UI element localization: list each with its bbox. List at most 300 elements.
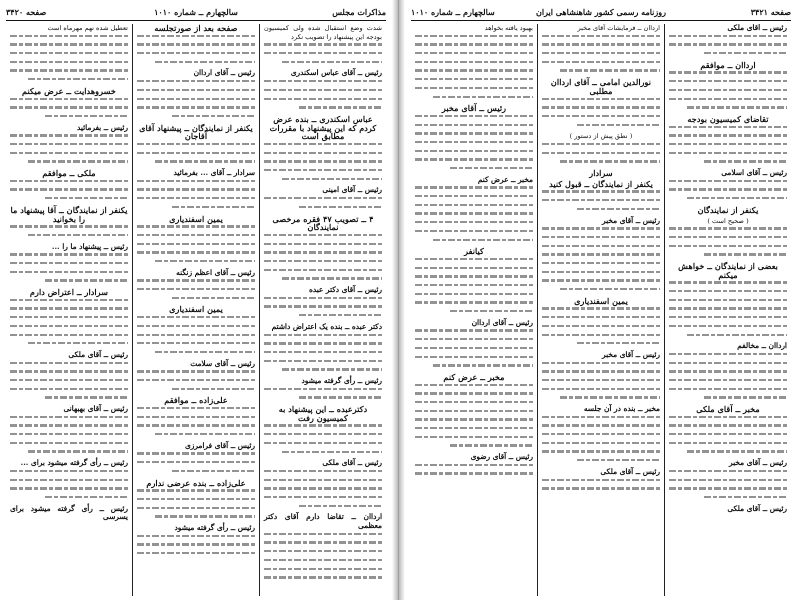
text-line xyxy=(137,543,255,545)
text-line xyxy=(542,379,660,381)
speaker-line: رئیس ــ آقای مخبر xyxy=(602,349,660,359)
text-line xyxy=(45,279,128,281)
text-line xyxy=(415,43,533,45)
section-heading: بعضی از نمایندگان ــ خواهش میکنم xyxy=(678,260,778,280)
text-line xyxy=(299,314,382,316)
section-heading: دکترعبده ــ این پیشنهاد به کمیسیون رفت xyxy=(278,404,368,423)
text-line xyxy=(264,197,382,199)
text-line xyxy=(669,433,787,435)
left-issue-title: سالچهارم ــ شماره ۱۰۱۰ xyxy=(154,7,238,17)
text-line xyxy=(542,442,660,444)
text-line xyxy=(137,342,255,344)
text-line xyxy=(264,234,382,236)
text-line xyxy=(450,310,533,312)
text-line xyxy=(264,89,382,91)
section-heading: سرادار ــ اعتراض دارم xyxy=(29,287,109,298)
text-line xyxy=(10,143,128,145)
text-line xyxy=(264,470,382,472)
text-line xyxy=(299,505,382,507)
text-line xyxy=(28,234,128,236)
text-line xyxy=(433,364,533,366)
text-line xyxy=(542,388,660,390)
text-line xyxy=(264,143,382,145)
text-line xyxy=(10,379,128,381)
text-line xyxy=(264,269,382,271)
text-line xyxy=(669,80,787,82)
text-line xyxy=(415,141,533,143)
section-heading: صفحه بعد از صورتجلسه xyxy=(154,24,238,33)
text-line xyxy=(542,35,660,37)
speaker-line: رئیس ــ آقای ملکی xyxy=(68,349,128,359)
text-line xyxy=(137,424,255,426)
text-line xyxy=(542,106,660,108)
text-line xyxy=(10,188,128,190)
paragraph: شدت وضع استقبال شده ولی کمیسیون بودجه این پیشنهاد را تصویب نکرد xyxy=(264,24,382,41)
section-heading: یمین اسفندیاری xyxy=(574,295,628,306)
text-line xyxy=(137,552,255,554)
text-line xyxy=(28,450,128,452)
section-heading: رئیس ــ آقای مخبر xyxy=(441,103,507,114)
text-line xyxy=(10,271,128,273)
text-line xyxy=(155,351,255,353)
text-line xyxy=(542,325,660,327)
text-line xyxy=(577,208,660,210)
text-line xyxy=(10,299,128,301)
text-line xyxy=(137,188,255,190)
text-line xyxy=(669,35,787,37)
text-line xyxy=(10,442,128,444)
text-line xyxy=(669,325,787,327)
text-line xyxy=(669,281,787,283)
speaker-line: رئیس ــ آقای مخبر xyxy=(729,458,787,468)
right-col-1 xyxy=(665,24,791,596)
text-line xyxy=(704,253,787,255)
text-line xyxy=(137,180,255,182)
text-line xyxy=(542,245,660,247)
section-heading: ارداان ــ موافقم xyxy=(700,59,756,70)
text-line xyxy=(542,43,660,45)
speaker-line: مخبر ــ بنده در آن جلسه xyxy=(583,404,660,414)
text-line xyxy=(415,472,533,474)
text-line xyxy=(542,199,660,201)
text-line xyxy=(415,338,533,340)
text-line xyxy=(137,379,255,381)
text-line xyxy=(137,98,255,100)
text-line xyxy=(415,356,533,358)
speaker-line: رئیس ــ آقای سلامت xyxy=(190,358,255,368)
text-line xyxy=(137,507,255,509)
text-line xyxy=(669,487,787,489)
text-line xyxy=(137,89,255,91)
text-line xyxy=(137,143,255,145)
text-line xyxy=(264,424,382,426)
section-heading: مخبر ــ عرض کنم xyxy=(443,371,505,382)
text-line xyxy=(669,152,787,154)
speaker-line: رئیس ــ آقای فرامرزی xyxy=(184,440,255,450)
text-line xyxy=(415,275,533,277)
text-line xyxy=(264,52,382,54)
text-line xyxy=(669,299,787,301)
section-heading: یکنفر از نمایندگان ــ آقا پیشنهاد ما را بخوانید xyxy=(10,204,128,224)
speaker-line: سرادار ــ آقای ... بفرمائید xyxy=(173,168,255,178)
text-line xyxy=(415,35,533,37)
text-line xyxy=(687,450,787,452)
text-line xyxy=(415,195,533,197)
text-line xyxy=(542,271,660,273)
speaker-line: دکتر عبده ــ بنده یک اعتراض داشتم xyxy=(271,321,382,331)
text-line xyxy=(542,236,660,238)
text-line xyxy=(264,260,382,262)
right-newspaper-title: روزنامه رسمی کشور شاهنشاهی ایران xyxy=(536,7,666,17)
text-line xyxy=(10,362,128,364)
speaker-line: رئیس ــ آقای اعظم زنگنه xyxy=(176,267,255,277)
paragraph: ارداان ــ فرمایشات آقای مخبر xyxy=(577,24,660,32)
text-line xyxy=(542,450,660,452)
text-line xyxy=(10,134,128,136)
text-line xyxy=(264,568,382,570)
text-line xyxy=(264,152,382,154)
text-line xyxy=(415,267,533,269)
text-line xyxy=(704,496,787,498)
text-line xyxy=(415,284,533,286)
text-line xyxy=(669,416,787,418)
text-line xyxy=(542,370,660,372)
text-line xyxy=(542,433,660,435)
right-page-number: صفحه ۳۴۲۱ xyxy=(750,7,791,17)
text-line xyxy=(137,279,255,281)
right-issue-title: سالچهارم ــ شماره ۱۰۱۰ xyxy=(411,7,495,17)
text-line xyxy=(10,35,128,37)
text-line xyxy=(415,230,533,232)
text-line xyxy=(415,436,533,438)
text-line xyxy=(10,253,128,255)
text-line xyxy=(560,288,660,290)
text-line xyxy=(542,98,660,100)
text-line xyxy=(264,297,382,299)
text-line xyxy=(137,52,255,54)
text-line xyxy=(669,126,787,128)
text-line xyxy=(687,106,787,108)
text-line xyxy=(172,388,255,390)
text-line xyxy=(415,329,533,331)
text-line xyxy=(415,78,533,80)
text-line xyxy=(415,427,533,429)
text-line xyxy=(669,442,787,444)
text-line xyxy=(10,470,128,472)
text-line xyxy=(10,479,128,481)
text-line xyxy=(542,307,660,309)
text-line xyxy=(155,515,255,517)
section-heading: سرادار xyxy=(589,168,613,179)
text-line xyxy=(137,370,255,372)
text-line xyxy=(172,470,255,472)
text-line xyxy=(450,167,533,169)
text-line xyxy=(137,325,255,327)
speaker-line: رئیس ــ آقای رضوی xyxy=(470,452,533,462)
text-line xyxy=(264,98,382,100)
text-line xyxy=(415,258,533,260)
text-line xyxy=(137,334,255,336)
text-line xyxy=(137,243,255,245)
text-line xyxy=(299,206,382,208)
section-heading: عباس اسکندری ــ بنده عرض کردم که این پیشنهاد با مقررات مطابق است xyxy=(269,113,377,142)
speaker-line: رئیس ــ رأی گرفته میشود برای یسرسی xyxy=(10,503,128,522)
text-line xyxy=(10,52,128,54)
text-line xyxy=(10,388,128,390)
text-line xyxy=(415,401,533,403)
speaker-line: رئیس ــ آقای اسلامی xyxy=(721,168,787,178)
text-line xyxy=(172,206,255,208)
text-line xyxy=(669,188,787,190)
section-heading: ملکی ــ موافقم xyxy=(42,168,96,179)
text-line xyxy=(415,186,533,188)
text-line xyxy=(415,464,533,466)
section-heading: یکنفر از نمایندگان ــ قبول کنید xyxy=(549,178,653,189)
text-line xyxy=(264,559,382,561)
text-line xyxy=(172,297,255,299)
text-line xyxy=(264,305,382,307)
text-line xyxy=(669,379,787,381)
text-line xyxy=(264,243,382,245)
speaker-line: رئیس ــ آقای ملکی xyxy=(322,458,382,468)
text-line xyxy=(137,106,255,108)
section-heading: کیانفر xyxy=(464,246,484,257)
text-line xyxy=(10,370,128,372)
text-line xyxy=(28,342,128,344)
section-heading: تقاضای کمیسیون بودجه xyxy=(687,113,769,124)
text-line xyxy=(10,98,128,100)
text-line xyxy=(415,384,533,386)
parenthetical-note: ( صحیح است ) xyxy=(707,216,749,225)
speaker-line: رئیس ــ آقای مخبر xyxy=(602,215,660,225)
left-section-title: مذاکرات مجلس xyxy=(332,7,386,17)
text-line xyxy=(155,61,255,63)
text-line xyxy=(704,396,787,398)
text-line xyxy=(264,342,382,344)
speaker-line: رئیس ــ پیشنهاد ما را ... xyxy=(51,241,128,251)
text-line xyxy=(415,132,533,134)
text-line xyxy=(264,487,382,489)
text-line xyxy=(669,424,787,426)
text-line xyxy=(10,433,128,435)
text-line xyxy=(415,115,533,117)
speaker-line: مخبر ــ عرض کنم xyxy=(477,174,533,184)
text-line xyxy=(542,487,660,489)
text-line xyxy=(282,451,382,453)
text-line xyxy=(282,61,382,63)
text-line xyxy=(137,498,255,500)
text-line xyxy=(542,61,660,63)
text-line xyxy=(264,43,382,45)
right-col-3 xyxy=(411,24,538,596)
text-line xyxy=(264,169,382,171)
page-gutter xyxy=(392,0,405,600)
speaker-line: رئیس ــ آقای عباس اسکندری xyxy=(290,68,382,78)
text-line xyxy=(450,444,533,446)
text-line xyxy=(137,152,255,154)
text-line xyxy=(560,396,660,398)
text-line xyxy=(669,316,787,318)
text-line xyxy=(669,245,787,247)
text-line xyxy=(137,43,255,45)
text-line xyxy=(560,69,660,71)
text-line xyxy=(10,424,128,426)
speaker-line: رئیس ــ رأی گرفته میشود xyxy=(174,523,255,532)
text-line xyxy=(577,342,660,344)
text-line xyxy=(542,253,660,255)
text-line xyxy=(299,106,382,108)
speaker-line: رئیس ــ آقای ملکی xyxy=(727,24,787,32)
text-line xyxy=(137,535,255,537)
text-line xyxy=(10,262,128,264)
text-line xyxy=(542,416,660,418)
text-line xyxy=(155,160,255,162)
text-line xyxy=(264,576,382,578)
text-line xyxy=(264,251,382,253)
text-line xyxy=(669,98,787,100)
text-line xyxy=(542,479,660,481)
text-line xyxy=(577,124,660,126)
text-line xyxy=(415,293,533,295)
text-line xyxy=(415,87,533,89)
text-line xyxy=(704,160,787,162)
text-line xyxy=(264,351,382,353)
text-line xyxy=(669,307,787,309)
left-col-1 xyxy=(260,24,386,596)
text-line xyxy=(669,236,787,238)
text-line xyxy=(137,489,255,491)
text-line xyxy=(264,442,382,444)
text-line xyxy=(687,197,787,199)
section-heading: علی‌زاده ــ موافقم xyxy=(164,395,228,406)
text-line xyxy=(45,197,128,199)
left-col-2 xyxy=(133,24,260,596)
text-line xyxy=(542,316,660,318)
text-line xyxy=(155,433,255,435)
text-line xyxy=(669,290,787,292)
text-line xyxy=(415,410,533,412)
text-line xyxy=(264,496,382,498)
left-page xyxy=(0,0,392,600)
text-line xyxy=(137,452,255,454)
speaker-line: ارداان ــ مخالفم xyxy=(737,341,787,351)
text-line xyxy=(415,392,533,394)
speaker-line: رئیس ــ آقای ملکی xyxy=(727,503,787,513)
text-line xyxy=(577,459,660,461)
paragraph: تعطیل شده نهم مهرماه است xyxy=(47,24,128,32)
text-line xyxy=(264,360,382,362)
text-line xyxy=(669,388,787,390)
text-line xyxy=(137,407,255,409)
text-line xyxy=(415,52,533,54)
section-heading: مخبر ــ آقای ملکی xyxy=(696,404,760,415)
text-line xyxy=(10,416,128,418)
text-line xyxy=(542,279,660,281)
text-line xyxy=(264,479,382,481)
section-heading: یکنفر از نمایندگان ــ پیشنهاد آقای آقاجان xyxy=(139,122,253,142)
text-line xyxy=(542,152,660,154)
text-line xyxy=(669,180,787,182)
right-page-header xyxy=(411,6,791,21)
left-page-number: صفحه ۳۴۲۰ xyxy=(6,7,47,17)
text-line xyxy=(45,115,128,117)
text-line xyxy=(10,334,128,336)
text-line xyxy=(137,288,255,290)
speaker-line: ارداان ــ تقاضا دارم آقای دکتر معظمی xyxy=(264,512,382,531)
text-line xyxy=(10,180,128,182)
text-line xyxy=(433,239,533,241)
text-line xyxy=(542,334,660,336)
text-line xyxy=(542,52,660,54)
speaker-line: رئیس ــ رأی گرفته میشود xyxy=(301,375,382,385)
text-line xyxy=(669,143,787,145)
parenthetical-note: ( نطق پیش از دستور ) xyxy=(569,132,633,141)
text-line xyxy=(137,197,255,199)
text-line xyxy=(282,178,382,180)
text-line xyxy=(560,160,660,162)
text-line xyxy=(669,470,787,472)
text-line xyxy=(10,325,128,327)
text-line xyxy=(172,115,255,117)
speaker-line: رئیس ــ رأی گرفته میشود برای ... xyxy=(20,458,128,468)
text-line xyxy=(669,370,787,372)
paragraph: بهبود یافته بخواهد xyxy=(484,24,533,32)
section-heading: نورالدین امامی ــ آقای ارداان مطلبی xyxy=(550,77,652,96)
speaker-line: رئیس ــ بفرمائید xyxy=(76,122,128,132)
text-line xyxy=(155,260,255,262)
text-line xyxy=(264,550,382,552)
text-line xyxy=(669,43,787,45)
text-line xyxy=(415,204,533,206)
right-columns xyxy=(411,24,791,596)
text-line xyxy=(542,115,660,117)
text-line xyxy=(10,487,128,489)
text-line xyxy=(282,277,382,279)
text-line xyxy=(669,353,787,355)
left-col-3 xyxy=(6,24,133,596)
text-line xyxy=(45,396,128,398)
text-line xyxy=(28,78,128,80)
text-line xyxy=(282,368,382,370)
text-line xyxy=(415,347,533,349)
text-line xyxy=(137,225,255,227)
text-line xyxy=(415,418,533,420)
text-line xyxy=(542,143,660,145)
text-line xyxy=(28,160,128,162)
text-line xyxy=(687,334,787,336)
text-line xyxy=(10,225,128,227)
text-line xyxy=(137,461,255,463)
text-line xyxy=(10,152,128,154)
speaker-line: رئیس ــ آقای ملکی xyxy=(600,466,660,476)
section-heading: علی‌زاده ــ بنده عرضی ندارم xyxy=(146,477,246,488)
text-line xyxy=(669,362,787,364)
text-line xyxy=(137,234,255,236)
text-line xyxy=(10,307,128,309)
text-line xyxy=(137,416,255,418)
text-line xyxy=(669,479,787,481)
text-line xyxy=(137,251,255,253)
text-line xyxy=(415,69,533,71)
text-line xyxy=(264,388,382,390)
text-line xyxy=(137,35,255,37)
speaker-line: رئیس ــ آقای بهبهانی xyxy=(63,404,128,414)
text-line xyxy=(669,134,787,136)
left-page-header xyxy=(6,6,386,21)
text-line xyxy=(415,212,533,214)
speaker-line: رئیس ــ آقای ارداان xyxy=(471,317,533,327)
text-line xyxy=(415,158,533,160)
